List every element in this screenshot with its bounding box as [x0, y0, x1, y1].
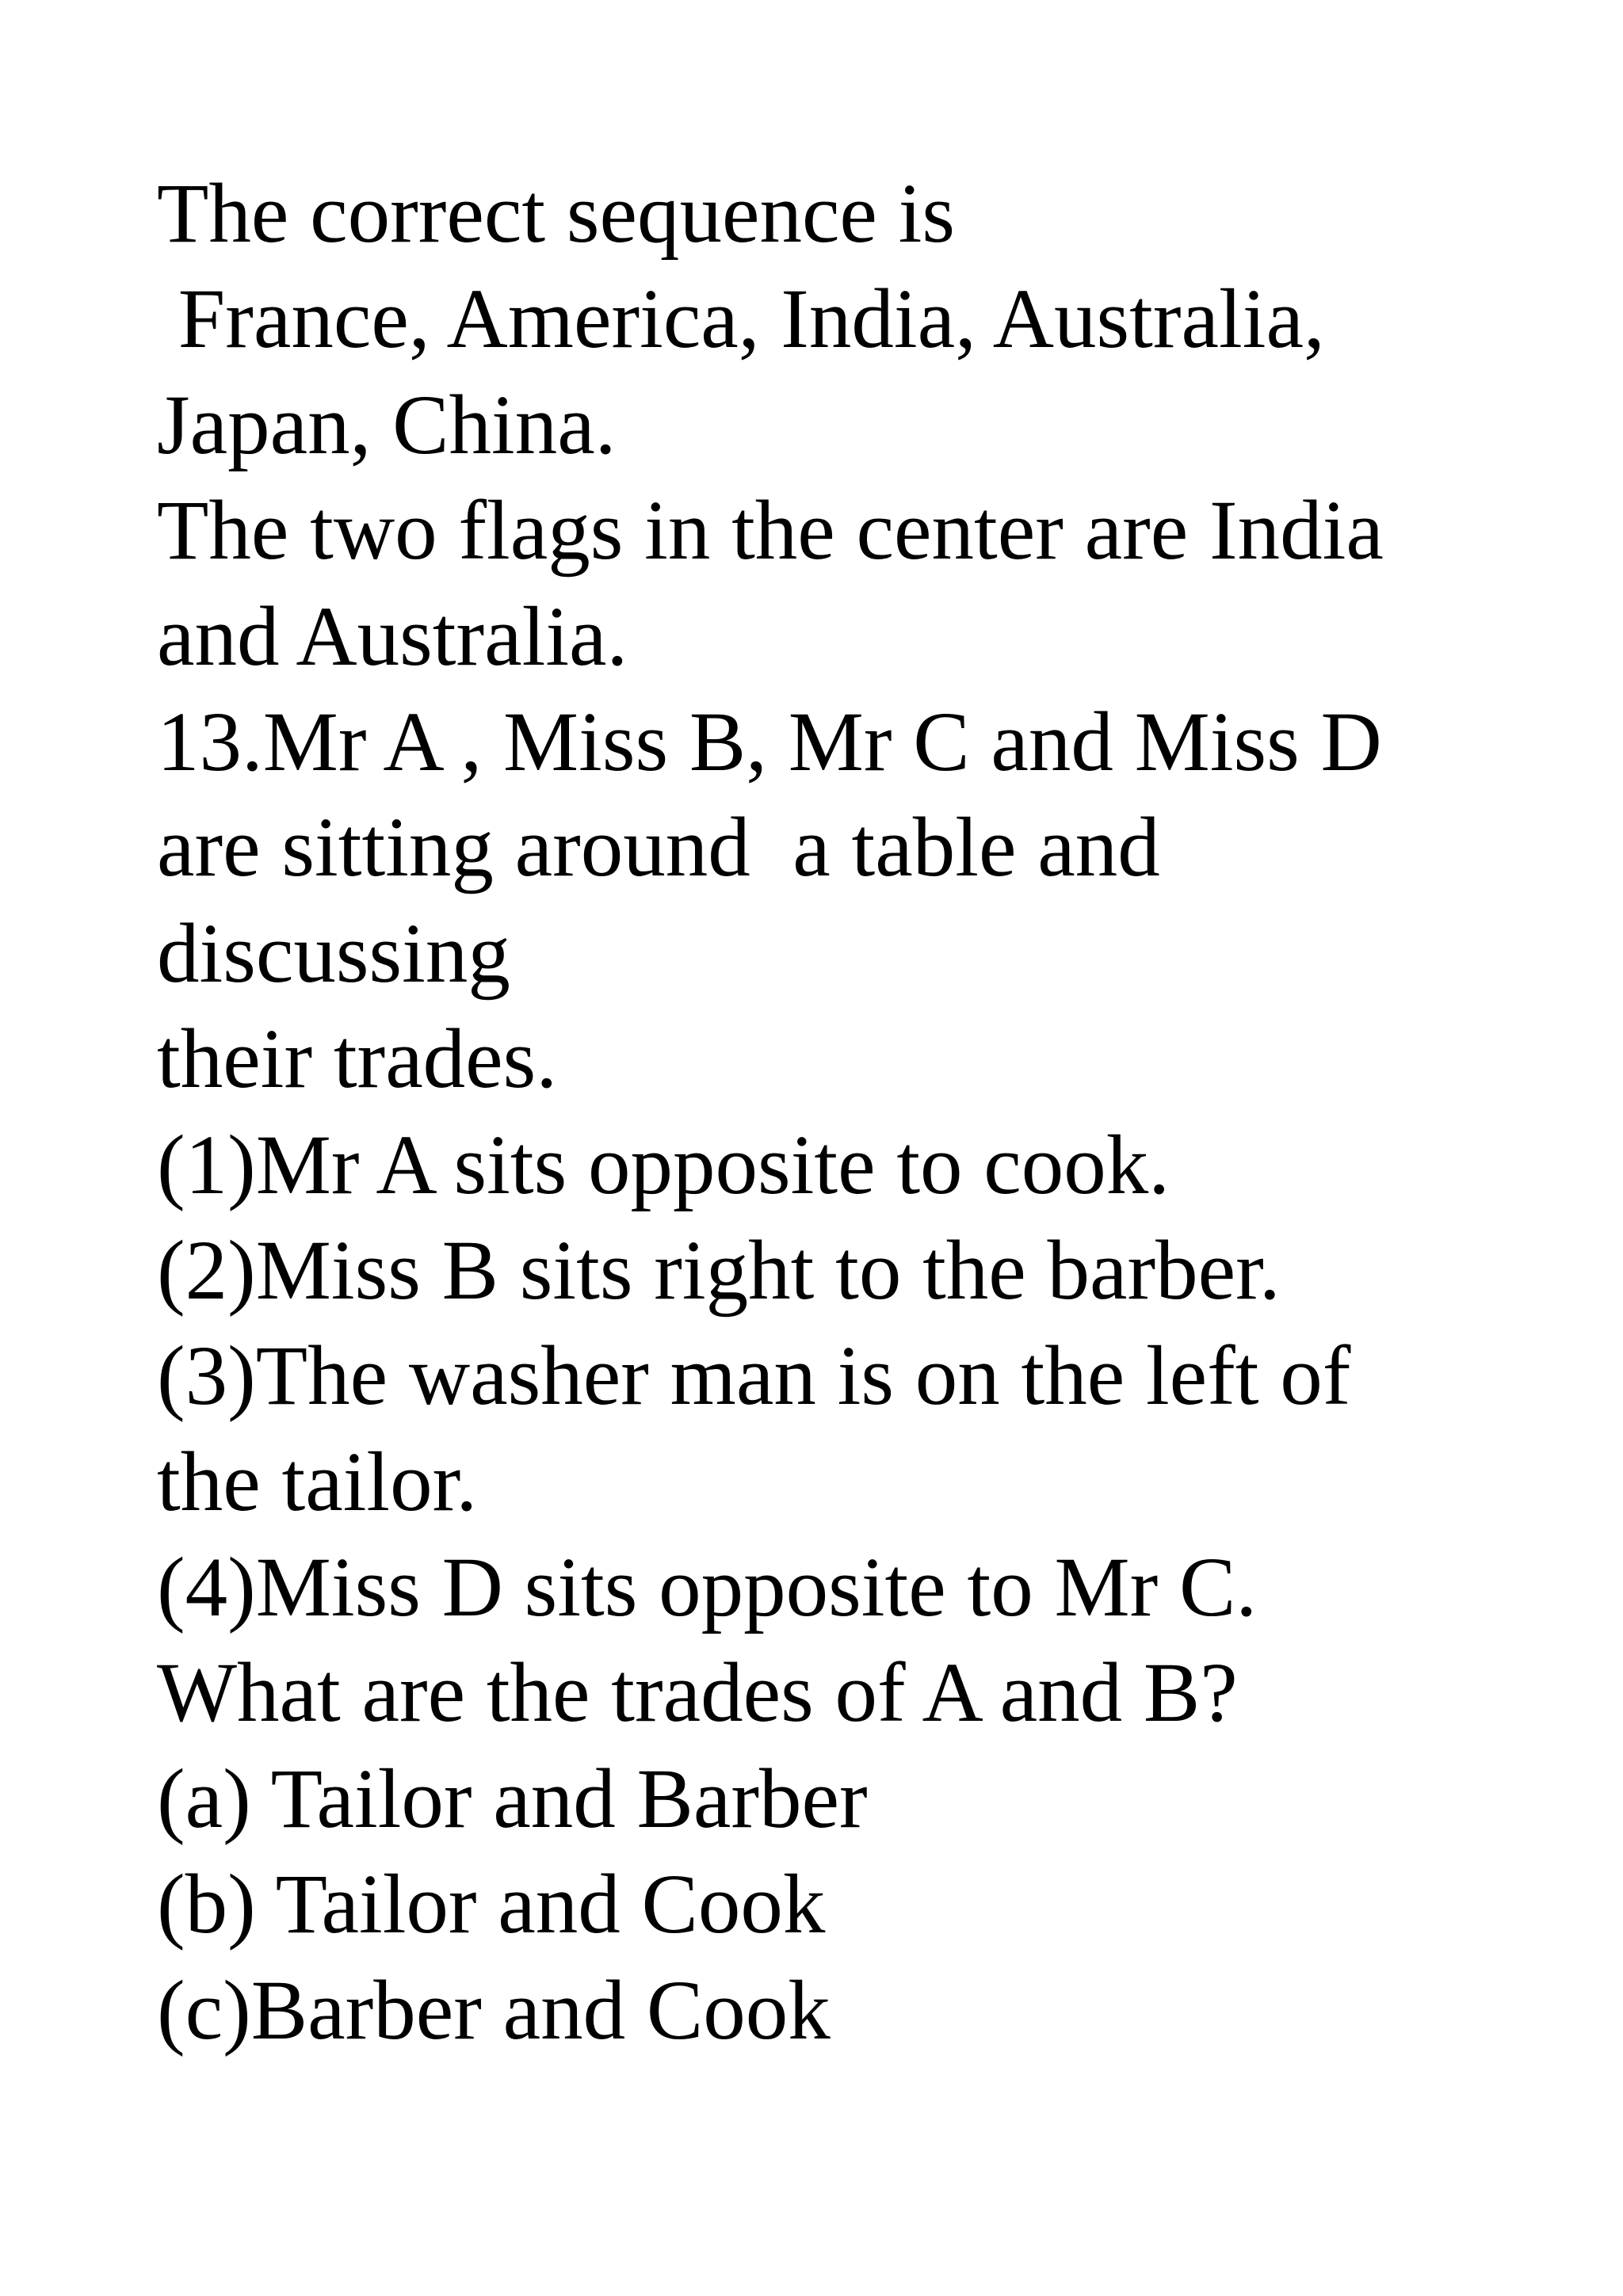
answer-sequence-continued-line: Japan, China.: [157, 378, 617, 472]
clue-1-line: (1)Mr A sits opposite to cook.: [157, 1118, 1170, 1212]
answer-intro-line: The correct sequence is: [157, 167, 956, 261]
question-13-text-line: discussing: [157, 906, 510, 1001]
option-b-line: (b) Tailor and Cook: [157, 1858, 826, 1952]
question-13-text-line: their trades.: [157, 1013, 558, 1107]
answer-sequence-line: France, America, India, Australia,: [157, 273, 1325, 367]
question-13-text-line: are sitting around a table and: [157, 801, 1160, 895]
option-a-line: (a) Tailor and Barber: [157, 1752, 868, 1846]
clue-3-continued-line: the tailor.: [157, 1435, 478, 1529]
clue-4-line: (4)Miss D sits opposite to Mr C.: [157, 1541, 1258, 1635]
option-c-line: (c)Barber and Cook: [157, 1963, 831, 2058]
question-13-heading-line: 13.Mr A , Miss B, Mr C and Miss D: [157, 695, 1382, 789]
answer-center-flags-continued-line: and Australia.: [157, 589, 628, 684]
answer-center-flags-line: The two flags in the center are India: [157, 484, 1384, 578]
page-content: [157, 162, 1583, 2064]
clue-3-line: (3)The washer man is on the left of: [157, 1329, 1351, 1424]
clue-2-line: (2)Miss B sits right to the barber.: [157, 1223, 1281, 1318]
question-prompt-line: What are the trades of A and B?: [157, 1646, 1238, 1741]
